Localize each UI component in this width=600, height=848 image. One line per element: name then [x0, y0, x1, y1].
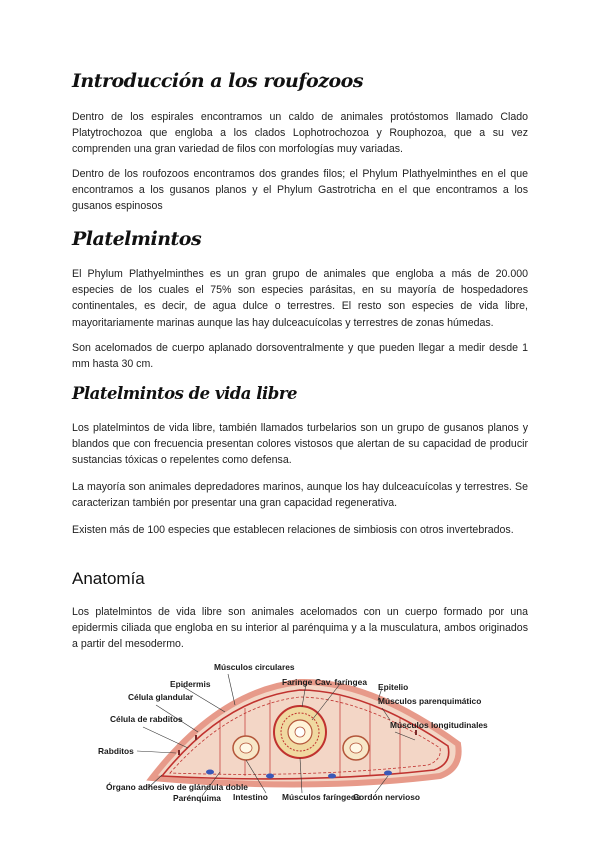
- vida-libre-paragraph-3: Existen más de 100 especies que establecen relaciones de simbiosis con otros invertebrados.: [72, 524, 514, 536]
- vida-libre-paragraph-1: Los platelmintos de vida libre, también llamados turbelarios son un grupo de gusanos planos y blandos que con frecuencia presentan colores vistosos que alertan de su capacidad de producir sustancias tóxicas o repelentes como defensa.: [72, 422, 528, 467]
- platelmintos-heading: Platelmintos: [72, 228, 202, 250]
- label-parenquima: Parénquima: [173, 793, 221, 803]
- label-celula-rabditos: Célula de rabditos: [110, 714, 183, 724]
- anatomia-paragraph-1: Los platelmintos de vida libre son animales acelomados con un cuerpo formado por una epidermis ciliada que engloba en su interior al parénquima y a la musculatura, ambos originados a partir del mesodermo.: [72, 606, 528, 651]
- label-intestino: Intestino: [233, 792, 268, 802]
- intro-heading: Introducción a los roufozoos: [72, 70, 364, 92]
- platelmintos-paragraph-1: El Phylum Plathyelminthes es un gran grupo de animales que engloba a más de 20.000 especies de los cuales el 75% son especies parásitas, en su mayoría de hospedadores continentales, es decir, de agua dulce o terrestres. El resto son especies de vida libre, mayoritariamente marinas aunque las hay dulceacuícolas y terrestres de zonas húmedas.: [72, 268, 528, 329]
- vida-libre-paragraph-2: La mayoría son animales depredadores marinos, aunque los hay dulceacuícolas y terrestres. Se caracterizan también por presentar una gran capacidad regenerativa.: [72, 481, 528, 510]
- label-musculos-faringeos: Músculos faríngeos: [282, 792, 361, 802]
- platelmintos-paragraph-2: Son acelomados de cuerpo aplanado dorsoventralmente y que pueden llegar a medir desde 1 mm hasta 30 cm.: [72, 342, 528, 371]
- anatomia-heading: Anatomía: [72, 569, 145, 588]
- label-organo-adhesivo: Órgano adhesivo de glándula doble: [106, 782, 248, 792]
- label-epitelio: Epitelio: [378, 682, 409, 692]
- label-cav-faringea: Cav. faríngea: [315, 677, 367, 687]
- label-celula-glandular: Célula glandular: [128, 692, 194, 702]
- intro-paragraph-1: Dentro de los espirales encontramos un caldo de animales protóstomos llamado Clado Platytrochozoa que engloba a los clados Lophotrochozoa y Rouphozoa, que a su vez comprenden una gran variedad de filos con morfologías muy variadas.: [72, 111, 528, 156]
- label-cordon-nervioso: Cordón nervioso: [353, 792, 421, 802]
- label-musculos-longitudinales: Músculos longitudinales: [390, 720, 488, 730]
- vida-libre-heading: Platelmintos de vida libre: [72, 384, 298, 403]
- flatworm-cross-section-diagram: [70, 660, 488, 825]
- intro-paragraph-2: Dentro de los roufozoos encontramos dos grandes filos; el Phylum Plathyelminthes en el que encontramos a los gusanos planos y el Phylum Gastrotricha en el que encontramos a los gusanos espinosos: [72, 168, 528, 213]
- label-musculos-parenquimatico: Músculos parenquimático: [378, 696, 482, 706]
- label-rabditos: Rabditos: [98, 746, 134, 756]
- label-epidermis: Epidermis: [170, 679, 211, 689]
- label-musculos-circulares: Músculos circulares: [214, 662, 295, 672]
- label-faringe: Faringe: [282, 677, 313, 687]
